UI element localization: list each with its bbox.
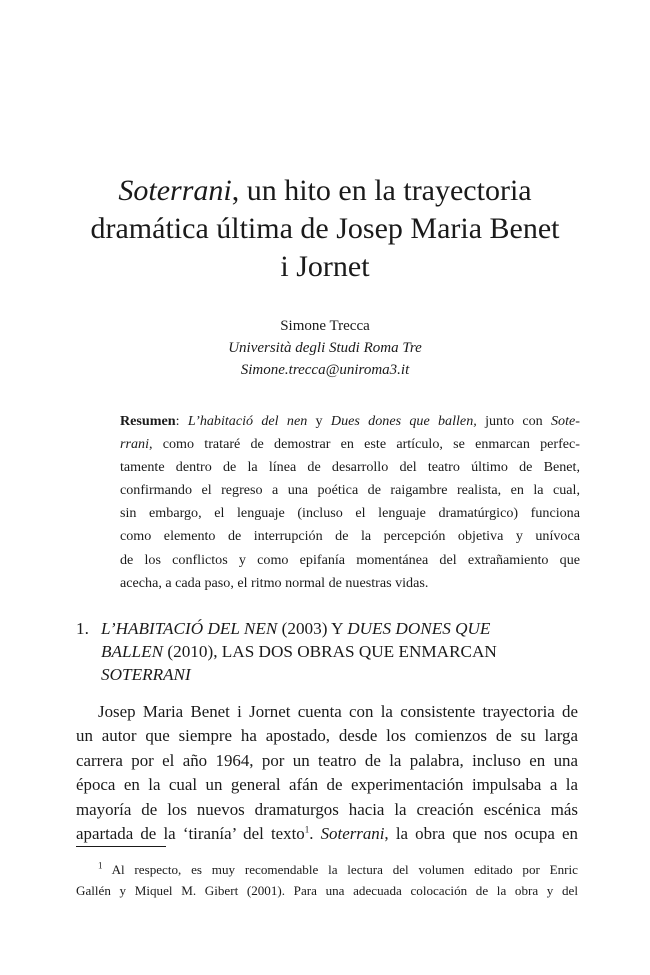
abstract-work-title: L’habitació del nen [187,413,308,429]
title-line-1 [70,172,580,210]
body-line: Josep Maria Benet i Jornet cuenta con la consistente trayectoria de [98,702,578,721]
body-text: , la obra que nos ocupa en [384,823,578,843]
section-number: 1. [76,619,89,638]
footnote [76,860,578,901]
footnote-marker: 1 [98,860,103,871]
heading-text: (2010), LAS DOS OBRAS QUE ENMARCAN [163,642,497,661]
body-line: un autor que siempre ha apostado, desde los comienzos de su larga [76,726,578,746]
title-line-1-rest: , un hito en la trayectoria [231,174,532,207]
footnote-reference[interactable]: 1 [304,824,310,835]
title-line-3: i Jornet [280,250,370,283]
body-line: mayoría de los nuevos dramaturgos hacia la creación escénica más [76,799,578,819]
abstract [120,410,580,595]
heading-work-title: L’HABITACIÓ DEL NEN [101,619,278,638]
title-work-name: Soterrani [118,174,232,207]
author-name: Simone Trecca [280,318,370,334]
abstract-line [120,410,580,433]
abstract-work-title: Dues dones que ballen, [330,413,477,429]
abstract-line: de los conflictos y como epifanía momentánea del extrañamiento que [120,551,580,568]
author-affiliation: Università degli Studi Roma Tre [228,340,422,356]
body-paragraph [76,700,578,846]
abstract-line: sin embargo, el lenguaje (incluso el lenguaje dramatúrgico) funciona [120,505,580,522]
section-heading-line [101,663,497,686]
footnote-separator [76,846,166,847]
body-text: . [309,823,321,843]
section-heading-text [101,617,497,686]
body-line [76,822,578,846]
footnote-line [76,860,578,881]
abstract-work-title: rrani [120,436,149,453]
section-heading-line [101,617,497,640]
footnote-line: Gallén y Miquel M. Gibert (2001). Para una adecuada colocación de la obra y del [76,882,578,898]
abstract-work-title: Sote- [551,413,580,429]
title-line-2: dramática última de Josep Maria Benet [90,212,560,245]
abstract-line: confirmando el regreso a una poética de raigambre realista, en la cual, [120,482,580,499]
heading-work-title: BALLEN [101,642,164,661]
abstract-text: y [307,413,331,429]
author-email: Simone.trecca@uniroma3.it [240,362,410,378]
article-title [70,172,580,286]
abstract-line: tamente dentro de la línea de desarrollo del teatro último de Benet, [120,459,580,476]
heading-text: (2003) Y [277,619,348,638]
heading-work-title: SOTERRANI [101,665,191,684]
body-line: época en la cual un general afán de experimentación impulsaba a la [76,775,578,795]
section-heading-line [101,640,497,663]
heading-work-title: DUES DONES QUE [347,619,491,638]
abstract-line: como elemento de interrupción de la percepción objetiva y unívoca [120,528,580,545]
body-work-title: Soterrani [320,823,385,843]
abstract-text: , como trataré de demostrar en este artículo, se enmarcan perfec- [148,436,580,453]
author-block [0,315,650,381]
abstract-line [120,433,580,456]
abstract-text: junto con [476,413,551,429]
abstract-colon: : [175,413,188,429]
body-text: apartada de la ‘tiranía’ del texto [76,823,305,843]
body-line: carrera por el año 1964, por un teatro de la palabra, incluso en una [76,750,578,770]
footnote-text: Al respecto, es muy recomendable la lectura del volumen editado por Enric [111,862,578,877]
abstract-line: acecha, a cada paso, el ritmo normal de nuestras vidas. [120,574,429,591]
abstract-label: Resumen [120,413,176,429]
